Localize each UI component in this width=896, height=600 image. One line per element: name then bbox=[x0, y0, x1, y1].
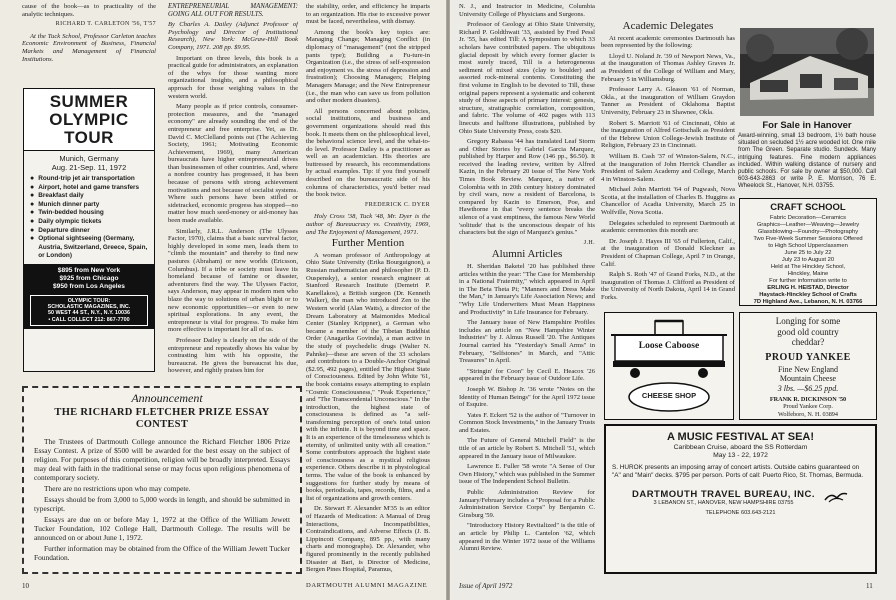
craft-school-details: Fabric Decoration—Ceramics Graphics—Leather—Weaving—Jewelry Glassblowing—Foundry—Photography Two Five-Week Summer Sessions Offered to High School Upperclassmen June 25 to July 22 July 23 to August 20 Held at The Hinckley School, Hinckley, Maine For further information write to ERLING H. HEISTAD, Director Haystack-Hinckley School of Crafts 7D Highland Ave., Lebanon, N. H. 03766 bbox=[753, 215, 863, 305]
price-new-york: $895 from New York bbox=[57, 266, 121, 274]
section-heading: Academic Delegates bbox=[622, 20, 714, 32]
price-los-angeles: $950 from Los Angeles bbox=[53, 283, 125, 291]
article-paragraph: Lawrence E. Fuller '58 wrote "A Sense of Our Own History," which was published in the Summer issue of The Independent School Bulletin. bbox=[459, 463, 595, 486]
house-photo bbox=[740, 28, 874, 116]
right-col1 bbox=[459, 3, 595, 581]
mention-paragraph: N. J., and Instructor in Medicine, Columbia University College of Physicians and Surgeons. bbox=[459, 3, 595, 18]
review-paragraph: the stability, order, and efficiency he imparts to an organization. His rise to excessive power must be faced, nevertheless, with dismay. bbox=[306, 3, 430, 26]
announcement-paragraph: The Trustees of Dartmouth College announce the Richard Fletcher 1806 Prize Essay Contest. A prize of $500 will be awarded for the best essay on the subject of religion. For purposes of this competition, religion will be broadly interpreted. Essays may deal with faith in the traditional sense or may focus upon religious phenomena of contemporary society. bbox=[34, 437, 290, 482]
announcement-paragraph: There are no restrictions upon who may compete. bbox=[44, 484, 191, 493]
review-byline: By Charles A. Dailey (Adjunct Professor of Psychology and Director of Institutional Research), New York: McGraw-Hill Book Company, 1971. 208 pp. $9.95. bbox=[168, 21, 298, 51]
article-paragraph: Public Administration Review for January/February includes a "Proposal for a Public Administration Service Corps" by Benjamin C. Ginsburg '59. bbox=[459, 489, 595, 519]
announcement-paragraph: Essays are due on or before May 1, 1972 at the Office of the William Jewett Tucker Foundation, 102 College Hall, Dartmouth College. The results will be announced on or about June 1, 1972. bbox=[34, 515, 290, 542]
bullet-icon: ● bbox=[30, 235, 35, 243]
delegate-paragraph: Michael John Marriott '64 of Pugwash, Nova Scotia, at the installation of Charles B. Huggins as Chancellor of Acadia University, March 25 in Wolfville, Nova Scotia. bbox=[601, 186, 735, 217]
page-number-right: 11 bbox=[866, 582, 873, 590]
section-heading: Further Mention bbox=[331, 237, 405, 250]
left-page bbox=[0, 0, 446, 600]
bullet-icon: ● bbox=[30, 217, 35, 225]
contact-phone: • CALL COLLECT 212: 867-7700 bbox=[48, 316, 130, 323]
list-item: ● Breakfast daily bbox=[30, 192, 84, 200]
announcement-kicker: Announcement bbox=[131, 391, 203, 405]
olympic-contact-box[interactable] bbox=[30, 295, 148, 327]
olympic-title-line2: OLYMPIC TOUR bbox=[49, 110, 129, 147]
list-item: ● Daily olympic tickets bbox=[30, 217, 102, 225]
bullet-icon: ● bbox=[30, 200, 35, 208]
bullet-icon: ● bbox=[30, 209, 35, 217]
for-sale-ad[interactable] bbox=[738, 118, 876, 192]
travel-bureau-block bbox=[612, 488, 869, 506]
bullet-icon: ● bbox=[30, 183, 35, 191]
mention-paragraph: Gregory Rabassa '44 has translated Leaf Storm and Other Stories by Gabriel Garcia Marquez, published by Harper and Row (146 pp., $6.50). It received the leading review, written by Alfred Kazin, in the February 20 issue of The New York Times Book Review. Marquez, a native of Colombia with in 20th century history dominated by civil wars, now a resident of Barcelona, is compared by Kazin to Emerson, Poe, and Hawthorne in that "every sentence breaks the silence of a vast emptiness, the famous New World 'solitude' that is the unconscious despair of his characters but the sign of Marquez's genius." bbox=[459, 138, 595, 237]
yankee-tagline: Longing for some good old country cheddar? bbox=[775, 316, 841, 347]
reviewer-signature: RICHARD T. CARLETON '56, T'57 bbox=[55, 21, 156, 28]
contact-title: OLYMPIC TOUR: bbox=[67, 297, 111, 304]
caboose-illustration bbox=[605, 313, 733, 419]
mention-paragraph: Professor of Geology at Ohio State University, Richard P. Goldthwait '33, assisted by Fred Pessl Jr. '55, has edited Till: A Symposium to which 33 scholars have contributed papers. The ubiquitous glacial deposit by which every former glacier is most surely traced, Till is a heterogeneous sediment of mixed sizes (clay to boulder) and assorted rock-mineral contents. Constituting the first volume in English to be devoted to Till, these original papers represent a systematic and coherent study of those aspects of primary interest: genesis, structure, stratigraphic correlation, composition, and fabric. The volume of 402 pages with 113 linecuts and halftone illustrations, published by Ohio State University Press, costs $20. bbox=[459, 21, 595, 135]
price-chicago: $925 from Chicago bbox=[59, 275, 119, 283]
mention-paragraph: A woman professor of Anthropology at Ohio State University (Erika Bourguignon), a Russian mathematician and philosopher (P. D. Ouspensky), a senior research engineer at Stanford Research Institute (Demetri P. Kanellakos), a British surgeon (Dr. Kenneth Walker), the man who introduced Zen to the Western world (Alan Watts), a director of the Dream Laboratory at Maimonides Medical Center (Stanley Krippner), a German who became a member of the Tibetan Buddhist Order (Anagarika Govinda), a man active in the study of psychedelic drugs (Walter N. Pahnke)—these are seven of the 33 scholars and contributors to a Double-Anchor Original ($2.95, 492 pages), entitled The Highest State of Consciousness. Edited by John White '61, the book contains essays attempting to explain "Cosmic Consciousness," "Peak Experience," and "The Transcendental Unconscious." In the introduction, the highest state of consciousness is defined as "a self-transforming perception of one's total union with the infinite. It is beyond time and space. It is an experience of the timelessness which is eternity, of unlimited unity with all creation." Some contributors approach the highest state of consciousness as a mystical religious experience. Others describe it in physiological terms. The value of the book is enhanced by suggestions for further study by means of books, periodicals, tapes, records, films, and a list of organizations and growth centers. bbox=[306, 251, 430, 502]
bullet-icon: ● bbox=[30, 226, 35, 234]
festival-body: S. HUROK presents an imposing array of concert artists. Outside cabins guaranteed on "A" and "Main" decks. $795 per person. Ports of call: Puerto Rico, St. Thomas, Bermuda. bbox=[612, 464, 864, 479]
yankee-seller: FRANK R. DICKINSON '50 Proud Yankee Corp. Wolfeboro, N. H. 03894 bbox=[769, 396, 847, 418]
list-item: ● Munich dinner party bbox=[30, 200, 100, 208]
house-illustration bbox=[740, 28, 874, 116]
for-sale-body: Award-winning, small 13 bedroom, 1½ bath house situated on secluded 1½ acre wooded lot. One mile from The Green. Separate studio. Sundeck. Many intriguing features. Fine modern appliances included. Within walking distance of nursery and public schools. For sale by owner at $50,000. Call 603-643-2863 or write P. E. Morrison, 76 E. Wheelock St., Hanover, N.H. 03755. bbox=[738, 133, 876, 190]
travel-bureau-name: DARTMOUTH TRAVEL BUREAU, INC. bbox=[631, 488, 816, 500]
academic-delegates bbox=[601, 3, 735, 303]
olympic-features-list bbox=[24, 175, 154, 261]
olympic-tour-ad[interactable] bbox=[23, 88, 155, 372]
delegate-paragraph: Lloyd U. Noland Jr. '39 of Newport News, Va., at the inauguration of Thomas Ashley Graves Jr. as President of the College of William and Mary, February 5 in Williamsburg. bbox=[601, 52, 735, 83]
bullet-icon: ● bbox=[30, 192, 35, 200]
bullet-icon: ● bbox=[30, 175, 35, 182]
review-paragraph: Professor Dailey is clearly on the side of the entrepreneur and repeatedly shows his value by contrasting him with his opposite, the bureaucrat. He gives the bureaucrat his due, however, and rightly praises him for bbox=[168, 336, 298, 375]
olympic-tour-title bbox=[24, 89, 154, 151]
music-festival-ad[interactable] bbox=[604, 424, 877, 574]
proud-yankee-ad[interactable] bbox=[739, 312, 877, 420]
announcement-paragraph: Further information may be obtained from the Office of the William Jewett Tucker Foundation. bbox=[34, 544, 290, 562]
reviewer-note: Holy Cross '38, Tuck '48, Mr. Dyer is the author of Bureaucracy vs. Creativity, 1969, and The Enjoyment of Management, 1971. bbox=[306, 213, 430, 236]
review-title: ENTREPRENEURIAL MANAGEMENT: GOING ALL OUT FOR RESULTS. bbox=[168, 3, 298, 18]
craft-school-title: CRAFT SCHOOL bbox=[770, 202, 846, 213]
contact-company: SCHOLASTIC MAGAZINES, INC. bbox=[47, 303, 131, 310]
mention-paragraph: Dr. Stewart F. Alexander M'35 is an editor of Hazards of Medication: A Manual of Drug Interactions, Incompatibilities, Contraindications, and Adverse Effects (J. B. Lippincott Company, 895 pp., with many charts and monographs). Dr. Alexander, who figured prominently in the recently published Disaster at Bari, is Director of Medicine, Bergen Pines Hospital, Paramus, bbox=[306, 505, 430, 574]
travel-bureau-text bbox=[632, 489, 815, 506]
list-item: ● Round-trip jet air transportation bbox=[30, 175, 135, 182]
caboose-sign: Loose Caboose bbox=[638, 341, 700, 351]
reviewer-signature: FREDERICK C. DYER bbox=[365, 201, 430, 208]
olympic-city: Munich, Germany bbox=[59, 154, 119, 163]
announcement-title: THE RICHARD FLETCHER PRIZE ESSAY CONTEST bbox=[54, 407, 270, 430]
list-item: ● Airport, hotel and game transfers bbox=[30, 183, 140, 191]
olympic-dates: Aug. 21-Sep. 11, 1972 bbox=[51, 163, 127, 172]
delegate-paragraph: Ralph S. Roth '47 of Grand Forks, N.D., at the inauguration of Thomas J. Clifford as President of the University of North Dakota, April 14 in Grand Forks. bbox=[601, 271, 735, 301]
delegate-paragraph: Robert S. Marriott '61 of Cincinnati, Ohio at the inauguration of Alfred Gottschalk as President of the Hebrew Union College-Jewish Institute of Religion, February 23 in Cincinnati. bbox=[601, 119, 735, 150]
article-paragraph: "Introductory History Revitalized" is the title of an article by Philip L. Cantelon '62, which appeared in the Winter 1972 issue of the Williams Alumni Review. bbox=[459, 522, 595, 553]
reviewer-note: At the Tuck School, Professor Carleton teaches Economic Environment of Business, Financial Markets and Management of Financial Institutions. bbox=[22, 32, 156, 63]
olympic-title-line1: SUMMER bbox=[49, 92, 129, 111]
delegate-paragraph: Dr. Joseph J. Hayes III '65 of Fullerton, Calif., at the inauguration of Donald Kleckner as President of Chapman College, April 7 in Orange, Calif. bbox=[601, 237, 735, 268]
festival-subtitle: Caribbean Cruise, aboard the SS Rotterdam bbox=[673, 444, 808, 451]
left-col3 bbox=[306, 3, 430, 577]
left-col2 bbox=[168, 3, 298, 381]
section-heading: Alumni Articles bbox=[491, 248, 563, 261]
craft-school-ad[interactable] bbox=[739, 198, 877, 306]
delegate-paragraph: William B. Cash '37 of Winston-Salem, N.C., at the inauguration of John Herrick Chandler as President of Salem Academy and College, March 4 in Winston-Salem. bbox=[601, 152, 735, 183]
article-paragraph: "Stringin' for Coon" by Cecil E. Heacox '26 appeared in the February issue of Outdoor Life. bbox=[459, 367, 595, 383]
page-number-left: 10 bbox=[22, 582, 29, 590]
delegate-paragraph: Delegates scheduled to represent Dartmouth at academic ceremonies this month are: bbox=[601, 219, 735, 235]
contact-address: 50 WEST 44 ST., N.Y., N.Y. 10036 bbox=[47, 310, 131, 317]
article-paragraph: Yates F. Eckert '52 is the author of "Turnover in Common Stock Investments," in the January Trusts and Estates. bbox=[459, 411, 595, 434]
article-paragraph: Joseph W. Bishop Jr. '36 wrote "Notes on the Identity of Human Beings" for the April 1972 issue of Esquire. bbox=[459, 385, 595, 409]
delegates-intro: At recent academic ceremonies Dartmouth has been represented by the following: bbox=[601, 34, 735, 50]
article-paragraph: H. Sheridan Baketel '20 has published three articles within the year: "The Case for Membership in a National Fraternity," which appeared in April in The Beta Theta Pi; "Manners and Dress Make the Man," in January's Life Association News; and "Why Life Underwriters Must Mean Happiness and Productivity" in Life Insurance for February. bbox=[459, 263, 595, 316]
fletcher-prize-announcement bbox=[22, 386, 302, 574]
cheese-shop-label: CHEESE SHOP bbox=[641, 391, 697, 400]
review-paragraph: Similarly, J.R.L. Anderson (The Ulysses Factor, 1970), claims that a basic survival factor, highly developed in some men, leads them to "climb the mountain" and thereby to find new pastures (Abraham) or new worlds (Ericsson, Columbus). If a tribe or society must leave its homeland because of famine or disaster, adventurers find the way. The Ulysses Factor, says Anderson, may appear in modern men who blaze the way to solutions of urban blight or to new economic opportunities—or even to new spiritual explorations. In any event, the entrepreneur is vital for progress. To make him more effective is important for all of us. bbox=[168, 227, 298, 334]
travel-bureau-phone: TELEPHONE 603.643-2121 bbox=[705, 510, 776, 516]
review-paragraph: Important on three levels, this book is a practical guide for administrators, an explanation of the whys for those wanting more organizational insights, and a philosophical approach for those weighing values in the western world. bbox=[168, 54, 298, 100]
review-paragraph: Among the book's key topics are: Managing Change; Managing Conflict (in diplomacy of "management" (not the stripped pants type); Building a Fu-ture-in Organization (i.e., the stress of self-expression and enjoyment vs. the stress of depression and frustration); Choosing Managers; Helping Managers Manage; and the New Entrepreneur (i.e., the man who can save us from pollution and other modern disasters). bbox=[306, 28, 430, 105]
olympic-prices bbox=[24, 264, 154, 329]
left-col1-top bbox=[22, 3, 156, 83]
magazine-name: DARTMOUTH ALUMNI MAGAZINE bbox=[306, 582, 428, 589]
list-item: ● Departure dinner bbox=[30, 226, 90, 234]
yankee-product: Fine New England Mountain Cheese 3 lbs. —$6.25 ppd. bbox=[777, 364, 839, 393]
festival-title: A MUSIC FESTIVAL AT SEA! bbox=[666, 431, 815, 443]
bird-logo-icon bbox=[823, 488, 849, 506]
cheese-shop-ad[interactable] bbox=[604, 312, 734, 420]
article-paragraph: The Future of General Mitchell Field" is the title of an article by Robert S. Mitchell '51, which appeared in the January issue of Milwaukee. bbox=[459, 437, 595, 460]
list-item: ● Optional sightseeing (Germany, Austria, Switzerland, Greece, Spain, or London) bbox=[30, 235, 148, 260]
announcement-paragraph: Essays should be from 3,000 to 5,000 words in length, and should be submitted in typescript. bbox=[34, 495, 290, 513]
yankee-title: PROUD YANKEE bbox=[765, 351, 851, 363]
article-paragraph: The January issue of New Hampshire Profiles includes an article on "New Hampshire Winter Industries" by J. Almus Russell '20. The Antiques Journal carried his "Yesterday's Small Arms" in February, "Selfstones" in March, and "Attic Treasures" in April. bbox=[459, 319, 595, 365]
issue-date: Issue of April 1972 bbox=[459, 582, 513, 590]
for-sale-title: For Sale in Hanover bbox=[762, 120, 852, 131]
festival-dates: May 13 - 22, 1972 bbox=[713, 452, 768, 459]
review-paragraph: Many people as if price controls, consumer-protection measures, and the "managed economy" are already sounding the end of the entrepreneur and free enterprise. Yet, as Dr. David C. McClelland points out (The Achieving Society, 1961; Motivating Economic Achievement, 1969), many American bureaucrats have higher entrepreneurial drives than businessmen of other countries. And, where a nonfree country has progressed, it has been because of persons with strong achievement motivations and not because of socialist systems. Where such persons have been stifled or sidetracked, economic progress has stopped—no matter how much seed-money or aid-money has been made available. bbox=[168, 103, 298, 225]
review-paragraph: All persons concerned about policies, social institutions, and business and government organizations should read this book. It meets them on the philosophical level, the behavioral science level, and the what-to-do level. Professor Dailey is a practitioner as well as an academician. His theories are buttressed by research, his recommendations by actual examples. Tip: if you find yourself described on the bureaucratic side of his columns of characteristics, you'd better read the book twice. bbox=[306, 107, 430, 199]
reviewer-signature: J.H. bbox=[583, 239, 595, 246]
travel-bureau-address: 3 LEBANON ST., HANOVER, NEW HAMPSHIRE 03755 bbox=[653, 499, 794, 506]
list-item: ● Twin-bedded housing bbox=[30, 209, 104, 217]
review-end-text: cause of the book—as to practicality of the analytic techniques. bbox=[22, 3, 156, 18]
olympic-location bbox=[24, 151, 154, 175]
delegate-paragraph: Professor Larry A. Gleason '61 of Norman, Okla., at the inauguration of William Graydon Tanner as President of Oklahoma Baptist University, February 23 in Shawnee, Okla. bbox=[601, 86, 735, 116]
